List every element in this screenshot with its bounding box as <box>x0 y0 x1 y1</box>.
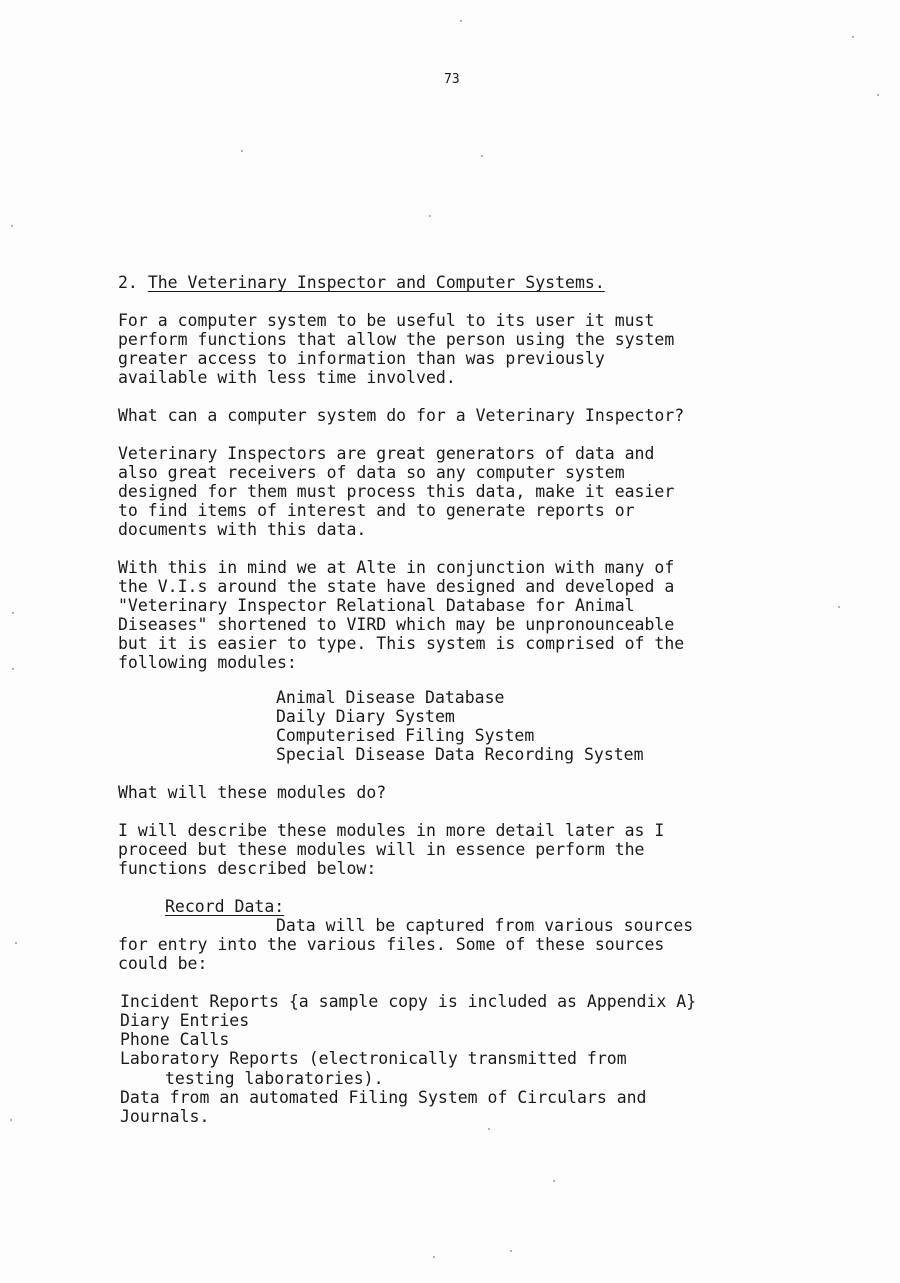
paragraph-3-line-1: With this in mind we at Alte in conjunction with many of <box>118 558 675 577</box>
scan-speck <box>15 942 17 944</box>
paragraph-2-line-3: designed for them must process this data, make it easier <box>118 482 675 501</box>
module-item: Daily Diary System <box>276 707 455 726</box>
paragraph-1-line-2: perform functions that allow the person using the system <box>118 330 675 349</box>
paragraph-4-line-2: proceed but these modules will in essence perform the <box>118 840 645 859</box>
scan-speck <box>10 1119 12 1121</box>
section-number: 2. <box>118 273 138 292</box>
scan-speck <box>12 668 14 670</box>
paragraph-3-line-5: but it is easier to type. This system is comprised of the <box>118 634 685 653</box>
paragraph-4-line-1: I will describe these modules in more detail later as I <box>118 821 665 840</box>
paragraph-3-line-6: following modules: <box>118 653 297 672</box>
source-item: Diary Entries <box>120 1011 250 1030</box>
paragraph-3-line-4: Diseases" shortened to VIRD which may be unpronounceable <box>118 615 675 634</box>
source-item-continuation: testing laboratories). <box>165 1069 384 1088</box>
scan-speck <box>838 606 840 608</box>
scan-speck <box>877 94 879 96</box>
scan-speck <box>481 155 483 157</box>
scan-speck <box>11 225 13 227</box>
scan-speck <box>488 1128 490 1130</box>
record-data-heading: Record Data: <box>165 897 285 916</box>
paragraph-2-line-4: to find items of interest and to generate reports or <box>118 501 635 520</box>
scan-speck <box>12 612 14 614</box>
record-data-line-1: Data will be captured from various sources <box>276 916 694 935</box>
scan-speck <box>429 215 431 217</box>
module-item: Animal Disease Database <box>276 688 505 707</box>
module-item: Computerised Filing System <box>276 726 535 745</box>
paragraph-1-line-3: greater access to information than was previously <box>118 349 605 368</box>
paragraph-3-line-3: "Veterinary Inspector Relational Database for Animal <box>118 596 635 615</box>
scan-speck <box>241 150 243 152</box>
record-data-line-2: for entry into the various files. Some of these sources <box>118 935 665 954</box>
section-title: The Veterinary Inspector and Computer Systems. <box>147 273 605 292</box>
source-item: Laboratory Reports (electronically transmitted from <box>120 1049 627 1068</box>
paragraph-1-line-4: available with less time involved. <box>118 368 456 387</box>
source-item: Phone Calls <box>120 1030 230 1049</box>
paragraph-2-line-2: also great receivers of data so any computer system <box>118 463 625 482</box>
section-heading <box>118 273 605 292</box>
paragraph-2-line-5: documents with this data. <box>118 520 367 539</box>
page-number: 73 <box>444 72 460 87</box>
question-2: What will these modules do? <box>118 783 387 802</box>
scan-speck <box>433 1256 435 1258</box>
source-item: Data from an automated Filing System of Circulars and <box>120 1088 647 1107</box>
source-item: Incident Reports {a sample copy is included as Appendix A} <box>120 992 697 1011</box>
scan-speck <box>852 36 854 38</box>
paragraph-3-line-2: the V.I.s around the state have designed and developed a <box>118 577 675 596</box>
scan-speck <box>510 1250 512 1252</box>
paragraph-2-line-1: Veterinary Inspectors are great generators of data and <box>118 444 655 463</box>
module-item: Special Disease Data Recording System <box>276 745 644 764</box>
question-1: What can a computer system do for a Veterinary Inspector? <box>118 406 685 425</box>
record-data-line-3: could be: <box>118 954 208 973</box>
paragraph-1-line-1: For a computer system to be useful to its user it must <box>118 311 655 330</box>
paragraph-4-line-3: functions described below: <box>118 859 377 878</box>
scan-speck <box>460 20 462 22</box>
scan-speck <box>553 1180 555 1182</box>
source-item-continuation: Journals. <box>120 1107 210 1126</box>
